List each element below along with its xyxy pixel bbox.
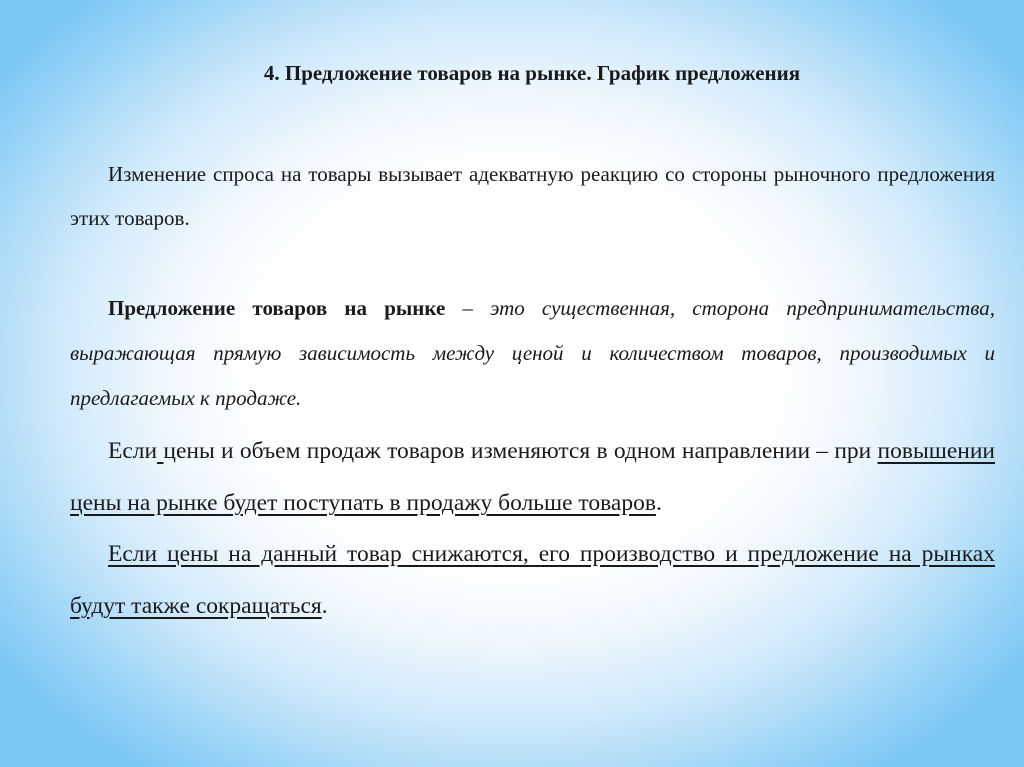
supply-term: Предложение товаров на рынке [108,296,446,320]
paragraph-price-decrease [70,528,995,632]
paragraph-supply-definition [70,286,995,421]
paragraph-price-increase [70,425,995,529]
paragraph-price-decrease-end: . [321,593,328,619]
underlined-price-increase: повышении цены на рынке будет поступать в продажу больше товаров [70,438,996,516]
paragraph-demand-change: Изменение спроса на товары вызывает адекватную реакцию со стороны рыночного предложения этих товаров. [70,162,995,230]
supply-definition: – это существенная, сторона предпринимательства, выражающая прямую зависимость между ценой и количеством товаров, производимых и предлагаемых к продаже. [70,296,995,410]
underlined-price-decrease: Если цены на данный товар снижаются, его производство и предложение на рынках будут также сокращаться [70,541,995,619]
slide-title: 4. Предложение товаров на рынке. График предложения [263,61,801,85]
paragraph-price-increase-end: . [655,490,662,516]
paragraph-price-increase-start: Если [108,438,158,464]
paragraph-price-increase-middle: цены и объем продаж товаров изменяются в одном направлении – при [163,438,878,464]
